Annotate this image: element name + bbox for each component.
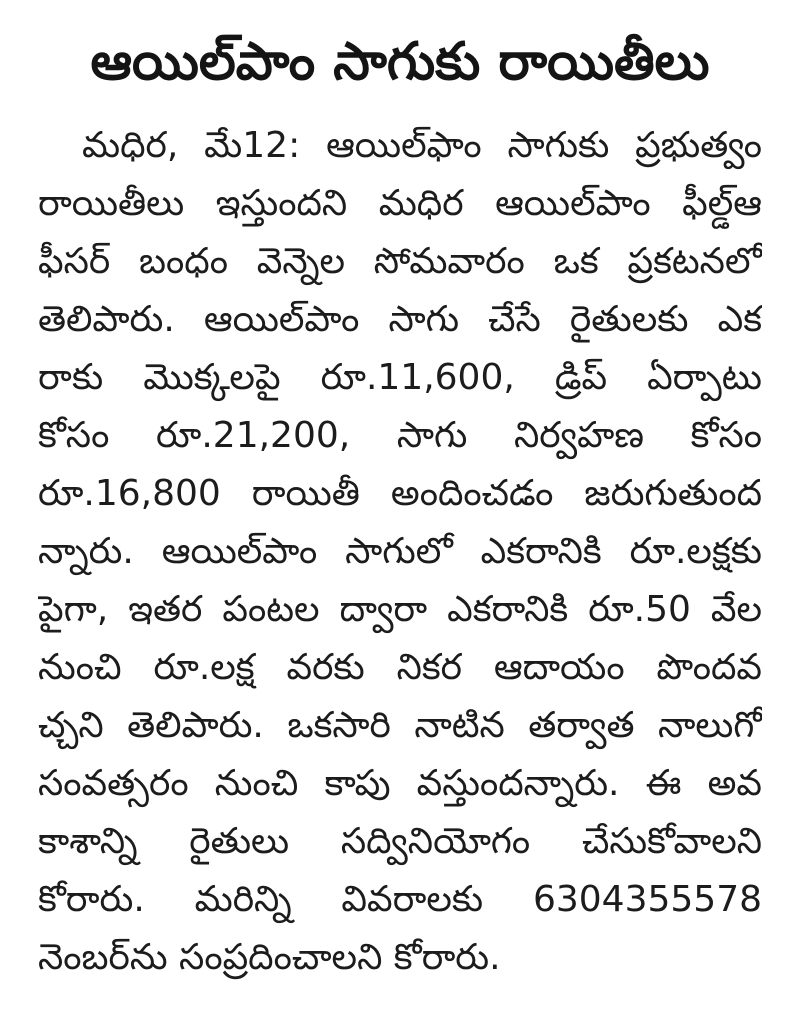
article-line: రూ.16,800 రాయితీ అందించడం జరుగుతుంద <box>38 473 762 514</box>
article-line: మధిర, మే12: ఆయిల్‌ఫాం సాగుకు ప్రభుత్వం <box>82 125 762 166</box>
article-line: ఫీసర్ బంధం వెన్నెల సోమవారం ఒక ప్రకటనలో <box>38 241 762 282</box>
article-line: కోసం రూ.21,200, సాగు నిర్వహణ కోసం <box>38 415 762 456</box>
article-line: నెంబర్‌ను సంప్రదించాలని కోరారు. <box>38 937 501 978</box>
headline: ఆయిల్‌పాం సాగుకు రాయితీలు <box>90 32 710 92</box>
article-line: న్నారు. ఆయిల్‌పాం సాగులో ఎకరానికి రూ.లక్షకు <box>38 531 762 572</box>
article-line: రాయితీలు ఇస్తుందని మధిర ఆయిల్‌పాం ఫీల్డ్‌ఆ <box>38 183 762 224</box>
article-line: నుంచి రూ.లక్ష వరకు నికర ఆదాయం పొందవ <box>38 647 762 688</box>
article-line: కాశాన్ని రైతులు సద్వినియోగం చేసుకోవాలని <box>38 821 762 862</box>
article-body <box>38 117 762 987</box>
article-line: పైగా, ఇతర పంటల ద్వారా ఎకరానికి రూ.50 వేల <box>38 589 762 630</box>
article-line: సంవత్సరం నుంచి కాపు వస్తుందన్నారు. ఈ అవ <box>38 763 762 804</box>
article-line: కోరారు. మరిన్ని వివరాలకు 6304355578 <box>38 879 762 920</box>
article-line: రాకు మొక్కలపై రూ.11,600, డ్రిప్ ఏర్పాటు <box>38 357 762 398</box>
article-line: చ్చని తెలిపారు. ఒకసారి నాటిన తర్వాత నాలుగో <box>38 705 762 746</box>
article-line: తెలిపారు. ఆయిల్‌పాం సాగు చేసే రైతులకు ఎక <box>38 299 762 340</box>
